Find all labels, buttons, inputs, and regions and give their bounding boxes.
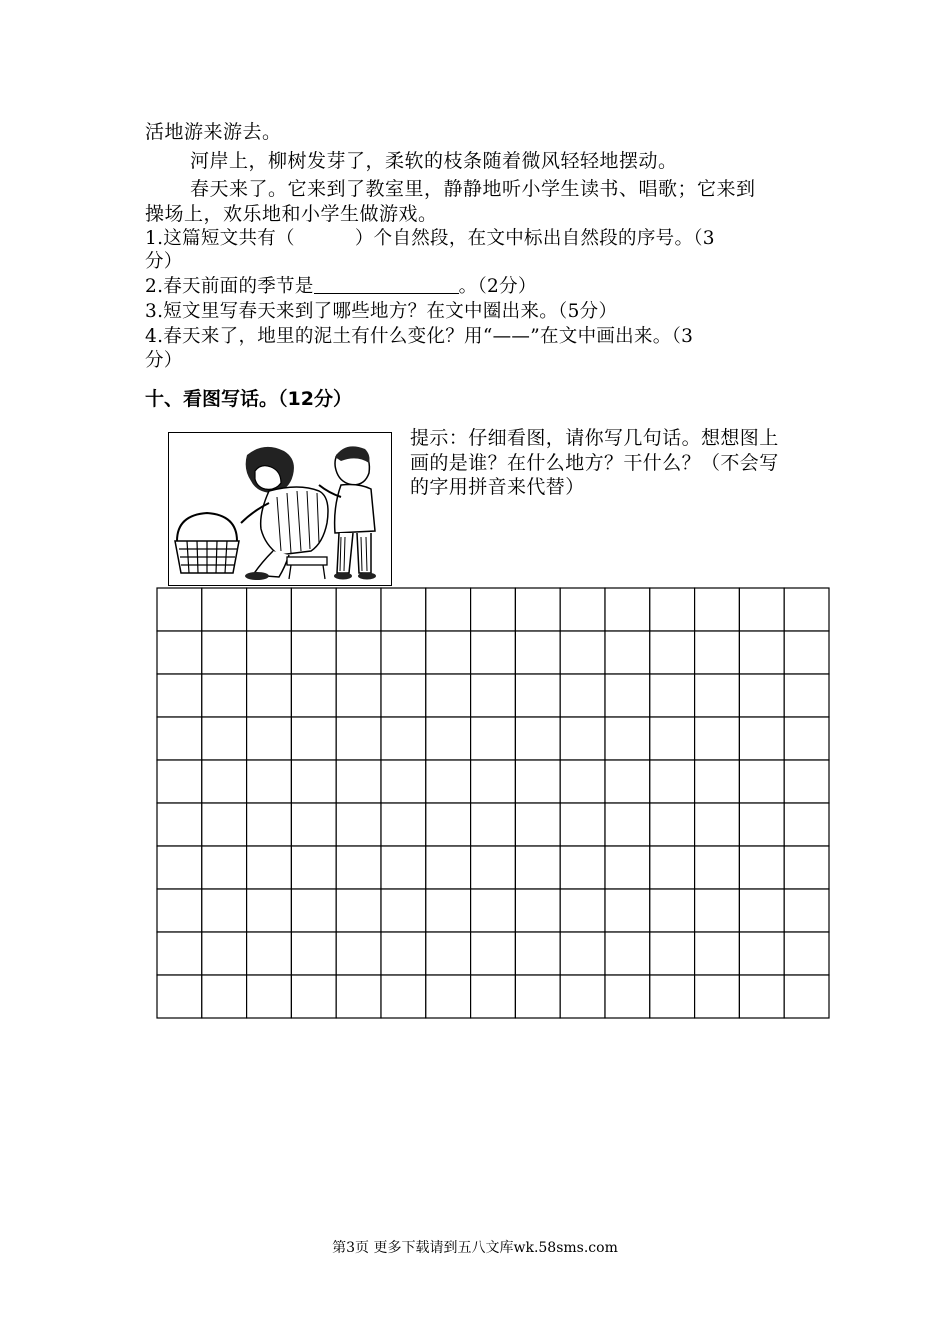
grid-cell[interactable] — [695, 631, 740, 674]
grid-cell[interactable] — [739, 932, 784, 975]
grid-cell[interactable] — [560, 631, 605, 674]
grid-cell[interactable] — [784, 803, 829, 846]
grid-cell[interactable] — [202, 760, 247, 803]
grid-cell[interactable] — [157, 760, 202, 803]
grid-cell[interactable] — [291, 674, 336, 717]
grid-cell[interactable] — [471, 760, 516, 803]
grid-cell[interactable] — [471, 588, 516, 631]
grid-cell[interactable] — [471, 717, 516, 760]
grid-cell[interactable] — [515, 975, 560, 1018]
grid-cell[interactable] — [426, 717, 471, 760]
grid-cell[interactable] — [560, 846, 605, 889]
grid-cell[interactable] — [381, 588, 426, 631]
grid-cell[interactable] — [291, 803, 336, 846]
passage-line-2: 河岸上，柳树发芽了，柔软的枝条随着微风轻轻地摆动。 — [190, 150, 678, 172]
grid-cell[interactable] — [739, 674, 784, 717]
grid-cell[interactable] — [784, 760, 829, 803]
grid-cell[interactable] — [560, 588, 605, 631]
grid-cell[interactable] — [739, 889, 784, 932]
grid-cell[interactable] — [605, 975, 650, 1018]
grid-cell[interactable] — [695, 846, 740, 889]
passage-line-4: 操场上，欢乐地和小学生做游戏。 — [145, 203, 438, 225]
grid-cell[interactable] — [336, 932, 381, 975]
grid-cell[interactable] — [739, 975, 784, 1018]
grid-cell[interactable] — [381, 803, 426, 846]
grid-cell[interactable] — [381, 674, 426, 717]
grid-cell[interactable] — [247, 717, 292, 760]
grid-cell[interactable] — [784, 717, 829, 760]
grid-cell[interactable] — [515, 674, 560, 717]
grid-cell[interactable] — [202, 588, 247, 631]
grid-cell[interactable] — [381, 846, 426, 889]
grid-cell[interactable] — [695, 674, 740, 717]
grid-cell[interactable] — [695, 932, 740, 975]
grid-cell[interactable] — [605, 760, 650, 803]
grid-cell[interactable] — [784, 846, 829, 889]
grid-cell[interactable] — [650, 803, 695, 846]
grid-cell[interactable] — [157, 717, 202, 760]
question-2-text-b: 。（2分） — [458, 276, 537, 297]
grid-cell[interactable] — [202, 717, 247, 760]
grid-cell[interactable] — [739, 717, 784, 760]
grid-cell[interactable] — [247, 674, 292, 717]
grid-cell[interactable] — [784, 631, 829, 674]
page-footer: 第3页 更多下载请到五八文库wk.58sms.com — [332, 1240, 618, 1256]
grid-cell[interactable] — [650, 674, 695, 717]
grid-cell[interactable] — [695, 975, 740, 1018]
question-4: 4.春天来了，地里的泥土有什么变化？用“——”在文中画出来。（3 — [145, 326, 694, 347]
question-1-text-b: ）个自然段，在文中标出自然段的序号。（3 — [354, 228, 715, 249]
grid-cell[interactable] — [426, 975, 471, 1018]
grid-cell[interactable] — [605, 717, 650, 760]
grid-cell[interactable] — [426, 846, 471, 889]
grid-cell[interactable] — [426, 889, 471, 932]
grid-cell[interactable] — [291, 846, 336, 889]
grid-cell[interactable] — [560, 932, 605, 975]
grid-cell[interactable] — [381, 889, 426, 932]
grid-cell[interactable] — [695, 760, 740, 803]
grid-cell[interactable] — [605, 846, 650, 889]
grid-cell[interactable] — [157, 932, 202, 975]
grid-cell[interactable] — [650, 717, 695, 760]
passage-line-3: 春天来了。它来到了教室里，静静地听小学生读书、唱歌；它来到 — [190, 178, 756, 200]
grid-cell[interactable] — [605, 631, 650, 674]
grid-cell[interactable] — [695, 889, 740, 932]
grid-cell[interactable] — [605, 588, 650, 631]
grid-cell[interactable] — [739, 588, 784, 631]
grid-cell[interactable] — [695, 803, 740, 846]
grid-cell[interactable] — [739, 846, 784, 889]
grid-cell[interactable] — [157, 889, 202, 932]
grid-cell[interactable] — [650, 846, 695, 889]
grid-cell[interactable] — [247, 932, 292, 975]
grid-cell[interactable] — [202, 846, 247, 889]
question-1 — [145, 227, 715, 251]
grid-cell[interactable] — [515, 717, 560, 760]
grid-cell[interactable] — [784, 889, 829, 932]
grid-cell[interactable] — [605, 889, 650, 932]
grid-cell[interactable] — [291, 717, 336, 760]
grid-cell[interactable] — [247, 889, 292, 932]
grid-cell[interactable] — [247, 975, 292, 1018]
writing-grid-lines — [156, 587, 830, 1019]
grid-cell[interactable] — [784, 975, 829, 1018]
question-1-continued: 分） — [145, 251, 183, 272]
grid-cell[interactable] — [560, 674, 605, 717]
grid-cell[interactable] — [336, 631, 381, 674]
grid-cell[interactable] — [291, 932, 336, 975]
grid-cell[interactable] — [381, 932, 426, 975]
grid-cell[interactable] — [247, 760, 292, 803]
grid-cell[interactable] — [336, 846, 381, 889]
grid-cell[interactable] — [784, 588, 829, 631]
grid-cell[interactable] — [202, 889, 247, 932]
grid-cell[interactable] — [426, 674, 471, 717]
grid-cell[interactable] — [605, 803, 650, 846]
answer-blank-line[interactable] — [314, 275, 459, 294]
grid-cell[interactable] — [426, 932, 471, 975]
grid-cell[interactable] — [202, 674, 247, 717]
grid-cell[interactable] — [426, 760, 471, 803]
grid-cell[interactable] — [157, 674, 202, 717]
grid-cell[interactable] — [471, 889, 516, 932]
grid-cell[interactable] — [336, 803, 381, 846]
grid-cell[interactable] — [650, 760, 695, 803]
grid-cell[interactable] — [784, 674, 829, 717]
grid-cell[interactable] — [291, 975, 336, 1018]
grid-cell[interactable] — [336, 975, 381, 1018]
question-3: 3.短文里写春天来到了哪些地方？在文中圈出来。（5分） — [145, 301, 618, 322]
grid-cell[interactable] — [471, 803, 516, 846]
grid-cell[interactable] — [157, 588, 202, 631]
grid-cell[interactable] — [157, 631, 202, 674]
grid-cell[interactable] — [739, 631, 784, 674]
hint-line-3: 的字用拼音来代替） — [410, 476, 585, 498]
question-1-text-a: 1.这篇短文共有（ — [145, 228, 295, 249]
grid-cell[interactable] — [336, 674, 381, 717]
grid-cell[interactable] — [515, 631, 560, 674]
question-2-text-a: 2.春天前面的季节是 — [145, 276, 314, 297]
grid-cell[interactable] — [739, 760, 784, 803]
question-4-continued: 分） — [145, 350, 183, 371]
grid-cell[interactable] — [381, 631, 426, 674]
grid-cell[interactable] — [381, 717, 426, 760]
grid-cell[interactable] — [471, 932, 516, 975]
grid-cell[interactable] — [471, 846, 516, 889]
grid-cell[interactable] — [650, 588, 695, 631]
grid-cell[interactable] — [650, 975, 695, 1018]
grid-cell[interactable] — [157, 803, 202, 846]
grid-cell[interactable] — [695, 588, 740, 631]
grid-cell[interactable] — [471, 975, 516, 1018]
grid-cell[interactable] — [426, 631, 471, 674]
grid-cell[interactable] — [426, 588, 471, 631]
grid-cell[interactable] — [560, 889, 605, 932]
grid-cell[interactable] — [247, 803, 292, 846]
grid-cell[interactable] — [202, 932, 247, 975]
grid-cell[interactable] — [515, 588, 560, 631]
grid-cell[interactable] — [291, 889, 336, 932]
grid-cell[interactable] — [247, 846, 292, 889]
grid-cell[interactable] — [336, 760, 381, 803]
grid-cell[interactable] — [650, 932, 695, 975]
grid-cell[interactable] — [291, 631, 336, 674]
grid-cell[interactable] — [515, 803, 560, 846]
hint-line-1: 提示：仔细看图，请你写几句话。想想图上 — [410, 427, 779, 449]
grid-cell[interactable] — [291, 588, 336, 631]
writing-grid[interactable] — [156, 587, 830, 1019]
grid-cell[interactable] — [157, 975, 202, 1018]
grid-cell[interactable] — [650, 631, 695, 674]
hint-line-2: 画的是谁？在什么地方？干什么？（不会写 — [410, 452, 779, 474]
grid-cell[interactable] — [515, 760, 560, 803]
grid-cell[interactable] — [560, 975, 605, 1018]
section-heading: 十、看图写话。（12分） — [145, 388, 352, 410]
illustration — [168, 432, 392, 586]
grid-cell[interactable] — [336, 717, 381, 760]
grid-cell[interactable] — [381, 975, 426, 1018]
question-2 — [145, 275, 537, 299]
grid-cell[interactable] — [426, 803, 471, 846]
grid-cell[interactable] — [471, 631, 516, 674]
grid-cell[interactable] — [336, 588, 381, 631]
grid-cell[interactable] — [784, 932, 829, 975]
grid-cell[interactable] — [202, 803, 247, 846]
grid-cell[interactable] — [695, 717, 740, 760]
grid-cell[interactable] — [157, 846, 202, 889]
grid-cell[interactable] — [291, 760, 336, 803]
grid-cell[interactable] — [515, 932, 560, 975]
grid-cell[interactable] — [381, 760, 426, 803]
grid-cell[interactable] — [739, 803, 784, 846]
grid-cell[interactable] — [247, 588, 292, 631]
passage-line-1: 活地游来游去。 — [145, 121, 282, 143]
illustration-drawing — [169, 433, 390, 584]
grid-cell[interactable] — [650, 889, 695, 932]
grid-cell[interactable] — [605, 932, 650, 975]
grid-cell[interactable] — [202, 975, 247, 1018]
grid-cell[interactable] — [560, 760, 605, 803]
grid-cell[interactable] — [560, 717, 605, 760]
grid-cell[interactable] — [247, 631, 292, 674]
grid-cell[interactable] — [202, 631, 247, 674]
grid-cell[interactable] — [560, 803, 605, 846]
grid-cell[interactable] — [515, 889, 560, 932]
grid-cell[interactable] — [605, 674, 650, 717]
grid-cell[interactable] — [336, 889, 381, 932]
grid-cell[interactable] — [471, 674, 516, 717]
grid-cell[interactable] — [515, 846, 560, 889]
